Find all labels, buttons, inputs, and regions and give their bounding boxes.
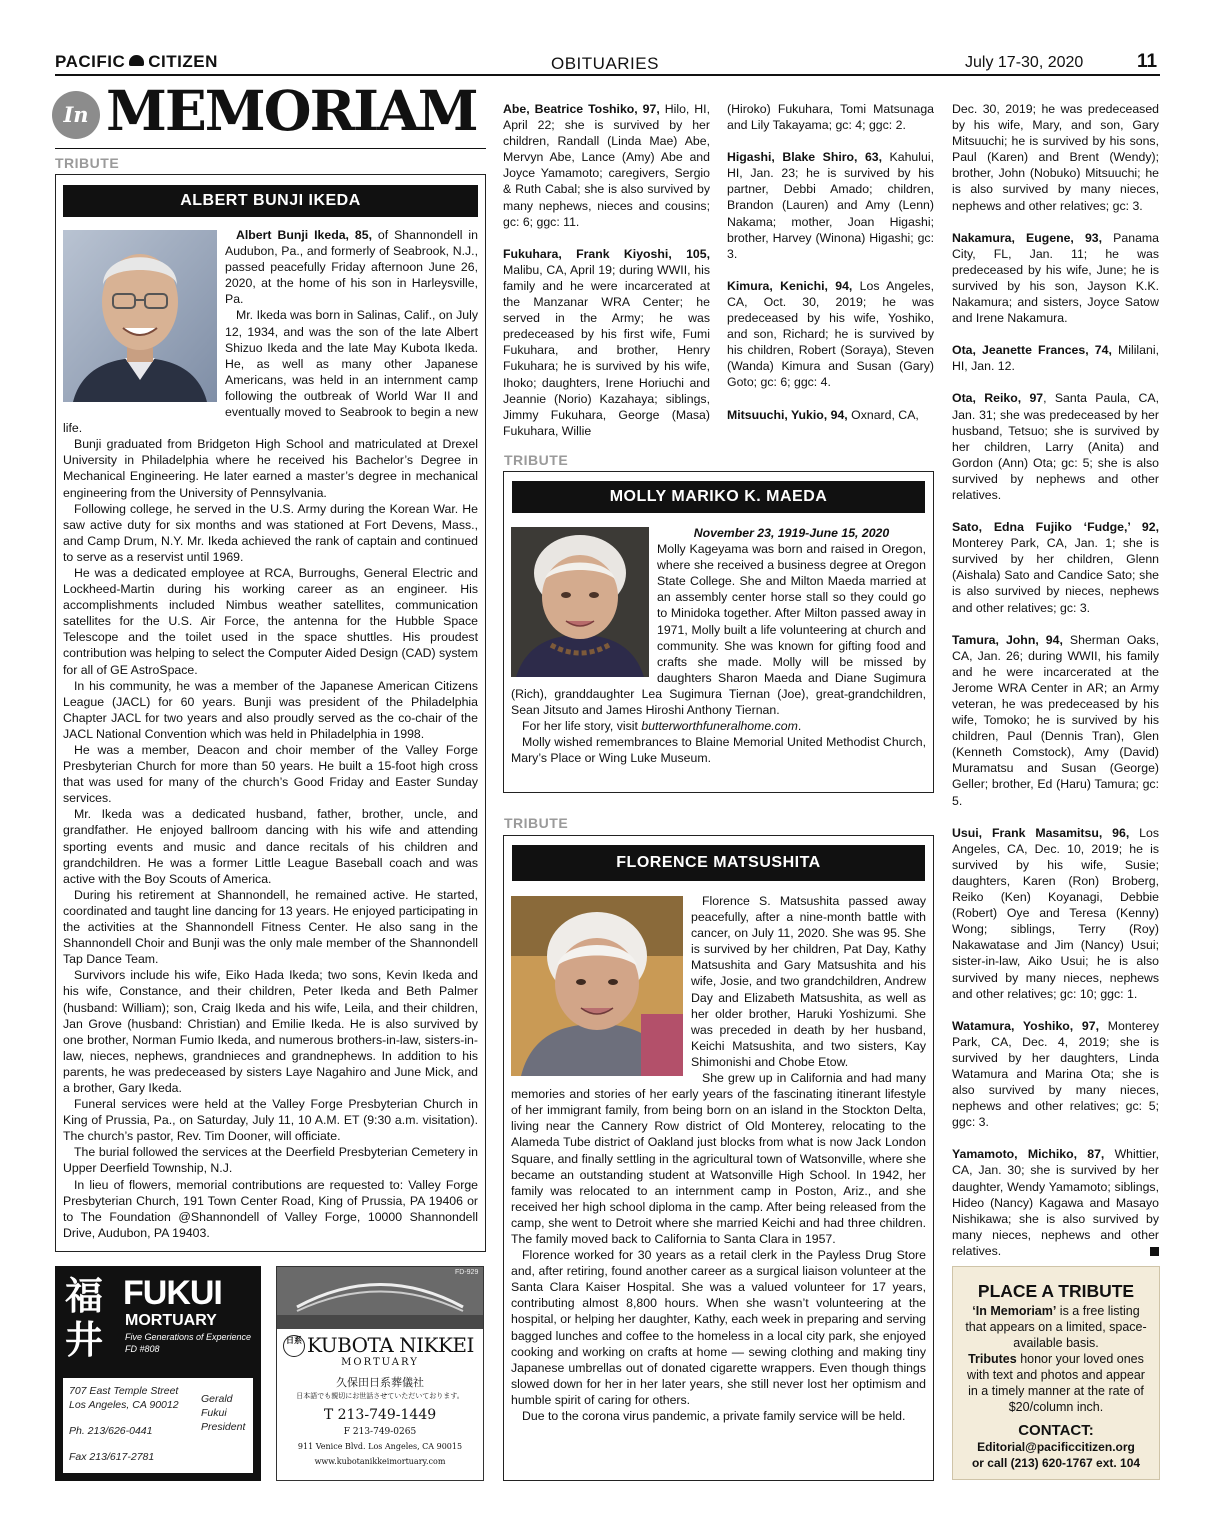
fukui-contact-2: Fukui <box>201 1407 227 1419</box>
obituary-entry <box>952 1018 1159 1131</box>
place-tribute-text-2 <box>953 1351 1159 1415</box>
maeda-paragraph: Molly Kageyama was born and raised in Oregon, where she received a business degree at Oregon State College. She and Milton Maeda married at an assembly center horse stall so they could go to Minidoka together. After Milton passed away in 1971, Molly built a life volunteering at church and community. She was known for gifting food and crafts she made. Molly will be missed by daughters Sharon Maeda and Diane Sugimura (Rich), granddaughter Lea Sugimura Tiernan (Joe), great-grandchildren, Sean Jitsuto and James Hiroshi Anthony Tiernan. <box>511 542 926 718</box>
obituary-name: Usui, Frank Masamitsu, 96, <box>952 825 1130 840</box>
obituary-text: Mililani, HI, Jan. 12. <box>952 343 1159 374</box>
maeda-dates: November 23, 1919-June 15, 2020 <box>693 526 890 540</box>
ikeda-paragraph: of Shannondell in Audubon, Pa., and formerly of Seabrook, N.J., passed peacefully Friday afternoon June 26, 2020, at the home of his son in Harleysville, Pa. <box>225 228 478 307</box>
matsushita-paragraph: Florence worked for 30 years as a retail clerk in the Payless Drug Store and, after retiring, found another career as a surgical liaison volunteer at the Santa Clara Kaiser Hospital. She was a valued volunteer for 17 years, contributing almost 8,800 hours. When she wasn’t volunteering at the hospital, or helping her daughter, Kathy, each week in preparing and serving bagged lunches and coffee to the homeless in a local city park, she enjoyed cooking and working on crafts at home — sewing clothing and making tiny Japanese umbrellas out of donated cigarette wrappers. Even though things slowed down for her in her later years, she still never lost her optimism and humble spirit of caring for others. <box>511 1248 926 1407</box>
fukui-fax: Fax 213/617-2781 <box>69 1451 155 1463</box>
obituary-entry <box>952 632 1159 809</box>
fukui-mortuary-ad[interactable] <box>55 1266 261 1481</box>
tribute-label: TRIBUTE <box>504 452 569 468</box>
obituary-entry <box>727 101 934 133</box>
obituary-text: Oxnard, CA, <box>847 407 919 422</box>
matsushita-paragraph: Florence S. Matsushita passed away peacefully, after a nine-month battle with cancer, on July 11, 2020. She was 95. She is survived by her children, Pat Day, Kathy Matsushita and Gary Matsushita and his wife, Josie, and two grandchildren, Andrew Day and Elizabeth Matsushita, as well as her older brother, Haruki Yoshizumi. She was preceded in death by her husband, Keichi Matsushita, and two sisters, Kay Shimonishi and Chobe Etow. <box>691 894 926 1069</box>
obituary-text: Monterey Park, CA, Dec. 4, 2019; she is survived by her daughters, Linda Watamura and Marina Ota; she is also survived by many nieces, nephews and other relatives; gc: 5; ggc: 3. <box>952 1018 1159 1130</box>
obituary-text: , Santa Paula, CA, Jan. 31; she was predeceased by her husband, Tetsuo; she is survived by her children, Larry (Anita) and Gordon (Ann) Ota; gc: 5; she is also survived by nephews and other relatives. <box>952 391 1159 502</box>
obituary-name: Yamamoto, Michiko, 87, <box>952 1147 1105 1162</box>
place-tribute-text-1 <box>953 1303 1159 1351</box>
tributes-term: Tributes <box>968 1352 1017 1366</box>
fukui-contact-1: Gerald <box>201 1393 233 1405</box>
contact-phone[interactable]: or call (213) 620-1767 ext. 104 <box>971 1456 1141 1470</box>
obituary-entry <box>952 101 1159 214</box>
obituary-text: Los Angeles, CA, Oct. 30, 2019; he was predeceased by his wife, Yoshiko, and son, Richard; he is survived by his children, Robert (Soraya), Steven (Wanda) Kimura and Susan (Gary) Goto; gc: 6; ggc: 4. <box>727 278 934 390</box>
ikeda-photo <box>63 230 217 402</box>
fukui-sub: MORTUARY <box>125 1312 217 1329</box>
obituary-entry <box>503 101 710 230</box>
maeda-body <box>504 513 933 766</box>
obituary-name: Fukuhara, Frank Kiyoshi, 105, <box>503 246 710 261</box>
ikeda-paragraph: Survivors include his wife, Eiko Hada Ikeda; two sons, Kevin Ikeda and his wife, Constance, and their children, Peter Ikeda and Beth Palmer (husband: William); son, Craig Ikeda and his wife, Leila, and their children, Jan Grove (husband: Christian) and Emilie Ikeda. He is also survived by one brother, Norman Fumio Ikeda, and numerous brothers-in-law, sisters-in-law, nieces, nephews, grandnieces and grandnephews. In addition to his parents, he was predeceased by sisters Laye Nagahiro and June Mick, and a brother, Gary Ikeda. <box>63 968 478 1095</box>
fukui-contact-3: President <box>201 1421 246 1433</box>
obituary-entry <box>952 342 1159 374</box>
obituary-name: Ota, Jeanette Frances, 74, <box>952 343 1112 358</box>
obit-column-2 <box>503 101 710 455</box>
ikeda-lead-name: Albert Bunji Ikeda, 85, <box>236 228 372 242</box>
place-tribute-desc-2: honor your loved ones with text and photos and appear in a timely manner at the rate of $20/column inch. <box>967 1352 1145 1414</box>
fukui-kanji-2: 井 <box>65 1317 104 1362</box>
in-memoriam-badge: In <box>52 91 100 139</box>
ikeda-tribute <box>55 174 486 1252</box>
ikeda-paragraph: He was a member, Deacon and choir member of the Valley Forge Presbyterian Church for more than 50 years. He built a 15-foot high cross that was used for many of the church’s Good Friday and Easter Sunday services. <box>63 743 478 806</box>
obituary-name: Mitsuuchi, Yukio, 94, <box>727 407 848 422</box>
obituary-name: Kimura, Kenichi, 94, <box>727 278 853 293</box>
obituary-entry <box>952 390 1159 503</box>
obituary-entry <box>952 519 1159 616</box>
matsushita-name-bar: FLORENCE MATSUSHITA <box>512 845 925 881</box>
matsushita-photo <box>511 896 683 1076</box>
place-tribute-box <box>952 1266 1160 1480</box>
kubota-mortuary-ad[interactable] <box>276 1266 484 1481</box>
masthead-rule <box>55 148 486 149</box>
fukui-address-2: Los Angeles, CA 90012 <box>69 1399 179 1411</box>
place-tribute-desc-1: is a free listing that appears on a limited, space-available basis. <box>965 1304 1147 1350</box>
obituary-entry <box>952 1146 1159 1259</box>
contact-title: CONTACT: <box>1018 1422 1094 1439</box>
obituary-text: Malibu, CA, April 19; during WWII, his family and he were incarcerated at the Manzanar WRA Center; he served in the Army; he was predeceased by his first wife, Fumi Fukuhara, and brother, Henry Fukuhara; he is survived by his wife, Ihoko; daughters, Irene Horiuchi and Jeannie (Norio) Kazahaya; siblings, Jimmy Fukuhara, George (Masa) Fukuhara, Willie <box>503 262 710 438</box>
obituary-entry <box>503 246 710 439</box>
maeda-link-end: . <box>797 719 802 734</box>
section-title: OBITUARIES <box>551 54 659 73</box>
kubota-jp-line: 日本語でも親切にお世話させていただいております。 <box>296 1392 464 1400</box>
ikeda-paragraph: He was a dedicated employee at RCA, Burroughs, General Electric and Lockheed-Martin during his working career as an engineer. His accomplishments included Nimbus weather satellites, communication satellites for the U.S. Air Force, the antenna for the Hubble Space Telescope and the toilet used in the space shuttles. His proudest contribution was helping to select the Computer Aided Design (CAD) system for all of GE AstroSpace. <box>63 565 478 677</box>
obituary-name: Ota, Reiko, 97 <box>952 391 1044 406</box>
kubota-code: FD-929 <box>455 1269 479 1276</box>
kubota-seal-icon: 日系 <box>283 1335 305 1357</box>
kubota-bridge-image <box>277 1267 483 1329</box>
obituary-text: Hilo, HI, April 22; she is survived by her children, Randall (Linda Mae) Abe, Mervyn Abe, Lance (Amy) Abe and Joyce Yamamoto; caregivers, Sergio & Ruth Cabal; she is also survived by many nephews, nieces and cousins; gc: 6; ggc: 11. <box>503 102 710 229</box>
obituary-name: Tamura, John, 94, <box>952 632 1063 647</box>
matsushita-tribute <box>503 835 934 1481</box>
matsushita-paragraph: Due to the corona virus pandemic, a private family service will be held. <box>522 1409 906 1423</box>
fukui-address-1: 707 East Temple Street <box>69 1385 179 1397</box>
brand-left: PACIFIC <box>55 52 126 71</box>
brand-right: CITIZEN <box>148 52 218 71</box>
obituary-text: Los Angeles, CA, Dec. 10, 2019; he is survived by his wife, Susie; daughters, Karen (Ron) Broberg, Reiko (Ken) Koyanagi, Debbie (Robert) Oye and Teresa (Kenny) Wong; siblings, Terry (Roy) Nakawatase and Jim (Nancy) Usui; sister-in-law, Aiko Usui; he is also survived by many nieces, nephews and other relatives; gc: 10; ggc: 1. <box>952 825 1159 1001</box>
obituary-entry <box>952 825 1159 1002</box>
obituary-entry <box>952 230 1159 327</box>
contact-email[interactable]: Editorial@pacificcitizen.org <box>977 1440 1135 1454</box>
tribute-label: TRIBUTE <box>504 815 569 831</box>
obituary-entry <box>727 149 934 262</box>
issue-date: July 17-30, 2020 <box>965 54 1084 71</box>
place-tribute-title: PLACE A TRIBUTE <box>977 1281 1135 1301</box>
obituary-text: Sherman Oaks, CA, Jan. 26; during WWII, his family and he were incarcerated at the Jerome WRA Center in AR; an Army veteran, he was predeceased by his wife, Tomoko; he is survived by his children, Paul (Dennis Tran), Glen (Kenneth Comstock), Amy (David) Muramatsu and Susan (George) Geller; brother, Ed (Haru) Tamura; gc: 5. <box>952 632 1159 808</box>
maeda-name-bar: MOLLY MARIKO K. MAEDA <box>512 481 925 513</box>
obituary-name: Abe, Beatrice Toshiko, 97, <box>503 102 660 116</box>
maeda-paragraph <box>511 718 926 734</box>
maeda-paragraph: Molly wished remembrances to Blaine Memorial United Methodist Church, Mary’s Place or Wing Luke Museum. <box>511 735 926 766</box>
ikeda-name-bar: ALBERT BUNJI IKEDA <box>63 185 478 217</box>
matsushita-paragraph: She grew up in California and had many memories and stories of her early years of the fascinating itinerant lifestyle of her immigrant family, from being born on an island in the Stockton Delta, living near the Cannery Row district of Old Monterey, relocating to the Alameda Tube district of Oakland just blocks from what is now Jack London Square, and finally settling in the agricultural town of Watsonville, where she became an outstanding student at Watsonville High School. In 1942, her family was relocated to an internment camp in Poston, Ariz., and she received her high school diploma in the camp. After being released from the camp, she went to Detroit where she married Keichi and had three children. The family moved back to California to Santa Clara in 1957. <box>511 1071 926 1246</box>
obituary-text: Panama City, FL, Jan. 11; he was predeceased by his wife, June; he is survived by his son, Jayson K.K. Nakamura; and sisters, Joyce Satow and Irene Nakamura. <box>952 230 1159 326</box>
kubota-jp-name: 久保田日系葬儀社 <box>336 1376 424 1389</box>
fukui-contact-panel <box>63 1378 253 1473</box>
end-mark-icon <box>1150 1247 1159 1256</box>
page-number: 11 <box>1137 51 1158 72</box>
kubota-name: KUBOTA NIKKEI <box>307 1333 474 1357</box>
matsushita-body <box>504 881 933 1424</box>
obituary-text: Whittier, CA, Jan. 30; she is survived by her daughter, Wendy Yamamoto; siblings, Hideo (Nancy) Kagawa and Masayo Nishikawa; she is also survived by many nieces, nephews and other relatives. <box>952 1147 1159 1258</box>
kubota-sub: MORTUARY <box>341 1357 419 1368</box>
fukui-kanji <box>65 1274 103 1362</box>
ikeda-body <box>56 217 485 1241</box>
obit-column-3 <box>727 101 934 439</box>
memoriam-title: MEMORIAM <box>106 78 477 143</box>
obituary-name: Sato, Edna Fujiko ‘Fudge,’ 92, <box>952 520 1159 535</box>
obituary-text: Monterey Park, CA, Jan. 1; she is survived by her children, Glenn (Aishala) Sato and Candice Sato; she is also survived by nieces, nephews and other relatives; gc: 3. <box>952 536 1159 615</box>
ikeda-paragraph: Following college, he served in the U.S. Army during the Korean War. He saw active duty for six months and was stationed at Fort Devens, Mass., and Camp Drum, N.Y. Mr. Ikeda achieved the rank of captain and continued to serve as a reservist until 1969. <box>63 501 478 564</box>
fukui-kanji-1: 福 <box>65 1273 104 1318</box>
in-memoriam-term: ‘In Memoriam’ <box>972 1304 1057 1318</box>
fukui-phone: Ph. 213/626-0441 <box>69 1425 153 1437</box>
ikeda-paragraph: Bunji graduated from Bridgeton High School and matriculated at Drexel University in Philadelphia where he received his Bachelor’s Degree in Mechanical Engineering. He later earned a master’s degree in mechanical engineering from the University of Pennsylvania. <box>63 437 478 500</box>
obituary-name: Higashi, Blake Shiro, 63, <box>727 150 883 165</box>
obituary-text: Kahului, HI, Jan. 23; he is survived by his partner, Debbi Amado; children, Brandon (Lauren) and Amy (Lenn) Nakama; mother, Joan Higashi; brother, Harvey (Winona) Higashi; gc: 3. <box>727 150 934 261</box>
obituary-entry <box>727 278 934 391</box>
ikeda-paragraph: Mr. Ikeda was a dedicated husband, father, brother, uncle, and grandfather. He enjoyed ballroom dancing with his wife and attending sporting events and music and dance recitals of his children and grandchildren. He was a former Little League Baseball coach and was active with the Boy Scouts of America. <box>63 807 478 886</box>
maeda-tribute <box>503 471 934 793</box>
fukui-fd: FD #808 <box>125 1344 160 1354</box>
ikeda-paragraph: During his retirement at Shannondell, he remained active. He started, coordinated and taught line dancing for 13 years. He enjoyed participating in the activities at the Shannondell Fitness Center. He also sang in the Shannondell Choir and Bunji was the only male member of the Shannondell Tap Dance Team. <box>63 887 478 967</box>
header-rule <box>55 74 1160 76</box>
kubota-website[interactable]: www.kubotanikkeimortuary.com <box>314 1457 446 1466</box>
ikeda-paragraph: In lieu of flowers, memorial contributions are requested to: Valley Forge Presbyterian Church, 191 Town Center Road, King of Prussia, PA 19406 or to The Foundation @Shannondell of Valley Forge, 10000 Shannondell Drive, Audubon, PA 19403. <box>63 1177 478 1240</box>
fukui-name: FUKUI <box>123 1274 222 1312</box>
ikeda-paragraph: Funeral services were held at the Valley Forge Presbyterian Church in King of Prussia, Pa., on Saturday, July 11, 10 A.M. ET (9:30 a.m. visitation). The church’s pastor, Rev. Tim Dooner, will officiate. <box>63 1097 478 1144</box>
obituary-entry <box>727 407 934 423</box>
ikeda-paragraph: In his community, he was a member of the Japanese American Citizens League (JACL) for 60 years. Bunji was president of the Philadelphia Chapter JACL for two years and also proudly served as the co-chair of the JACL National Convention which was held in Philadelphia in 1998. <box>63 678 478 741</box>
maeda-website-link[interactable]: butterworthfuneralhome.com <box>641 719 798 734</box>
obituary-name: Watamura, Yoshiko, 97, <box>952 1018 1100 1033</box>
obituary-text: (Hiroko) Fukuhara, Tomi Matsunaga and Lily Takayama; gc: 4; ggc: 2. <box>727 102 934 133</box>
wave-icon <box>129 55 144 66</box>
brand-logo <box>55 52 218 72</box>
ikeda-paragraph: The burial followed the services at the Deerfield Presbyterian Cemetery in Upper Deerfield Township, N.J. <box>63 1145 478 1176</box>
kubota-phone: T 213-749-1449 <box>323 1407 437 1423</box>
tribute-label: TRIBUTE <box>55 155 120 171</box>
kubota-fax: F 213-749-0265 <box>343 1427 417 1437</box>
obituary-name: Nakamura, Eugene, 93, <box>952 230 1103 245</box>
obit-column-4 <box>952 101 1159 1275</box>
obituary-text: Dec. 30, 2019; he was predeceased by his wife, Mary, and son, Gary Mitsuuchi; he is survived by his sons, Paul (Karen) and Brent (Wendy); brother, John (Nobuko) Mitsuuchi; he is also survived by many nieces, nephews and other relatives; gc: 3. <box>952 102 1159 213</box>
maeda-photo <box>511 527 649 677</box>
kubota-address: 911 Venice Blvd. Los Angeles, CA 90015 <box>297 1442 463 1451</box>
ikeda-paragraph: Mr. Ikeda was born in Salinas, Calif., on July 12, 1934, and was the son of the late Albert Shizuo Ikeda and the late May Kubota Ikeda. He, as well as many other Japanese Americans, was held in an internment camp following the outbreak of World War II and eventually moved to Seabrook to begin a new life. <box>63 308 478 436</box>
maeda-link-intro: For her life story, visit <box>522 719 642 734</box>
fukui-tagline: Five Generations of Experience <box>125 1332 252 1342</box>
